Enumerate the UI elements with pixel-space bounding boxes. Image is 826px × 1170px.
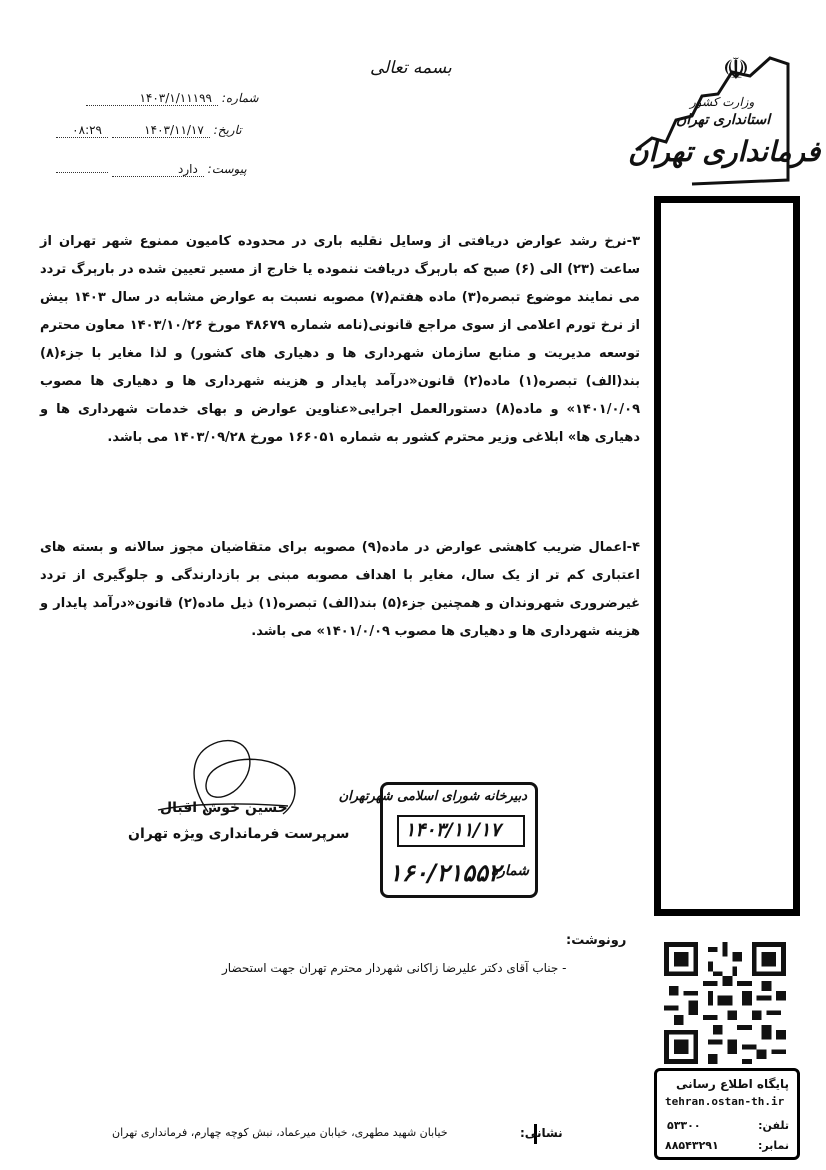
- website-link[interactable]: tehran.ostan-th.ir: [665, 1095, 785, 1108]
- emblem-icon: ☫: [722, 52, 750, 87]
- number-label: شماره:: [221, 91, 259, 105]
- secretariat-stamp: [338, 782, 538, 898]
- contact-info-box: [654, 1068, 800, 1160]
- province-name: استانداری تهران: [676, 112, 771, 128]
- signer-title: سرپرست فرمانداری ویژه تهران: [128, 826, 350, 842]
- portal-label: پایگاه اطلاع رسانی: [675, 1077, 789, 1091]
- attachment-row: [56, 162, 247, 177]
- phone-number: ۵۳۳۰۰: [667, 1119, 701, 1132]
- attachment-value: دارد: [112, 162, 204, 177]
- bismillah-heading: بسمه تعالی: [370, 58, 452, 78]
- fax-label: نمابر:: [757, 1139, 789, 1152]
- ministry-name: وزارت کشور: [690, 95, 755, 109]
- attachment-extra: [56, 172, 108, 173]
- qr-code: [664, 942, 786, 1064]
- stamp-title: دبیرخانه شورای اسلامی شهرتهران: [338, 789, 527, 804]
- side-border-frame: [654, 196, 800, 916]
- phone-label: تلفن:: [758, 1119, 789, 1132]
- fax-number: ۸۸۵۴۳۲۹۱: [665, 1139, 719, 1152]
- date-value: ۱۴۰۳/۱۱/۱۷: [112, 123, 210, 138]
- stamp-number: ۱۶۰/۲۱۵۵۲: [389, 859, 501, 887]
- address-text: خیابان شهید مطهری، خیابان میرعماد، نبش کوچه چهارم، فرمانداری تهران: [112, 1126, 448, 1139]
- attachment-label: پیوست:: [207, 162, 247, 176]
- cc-label: رونوشت:: [566, 933, 627, 948]
- governorate-title: فرمانداری تهران: [628, 135, 821, 168]
- letter-number-row: [86, 91, 259, 106]
- cc-item: - جناب آقای دکتر علیرضا زاکانی شهردار محترم تهران جهت استحضار: [222, 961, 567, 975]
- time-value: ۰۸:۲۹: [56, 123, 108, 138]
- number-value: ۱۴۰۳/۱/۱۱۱۹۹: [86, 91, 218, 106]
- clause-3-paragraph: ۳-نرخ رشد عوارض دریافتی از وسایل نقلیه باری در محدوده کامیون ممنوع شهر تهران از ساعت (۲۳) الی (۶) صبح که بارېرگ دریافت ننموده یا خارج از مسیر تعیین شده در بارېرگ تردد می نمایند موضوع تبصره(۳) ماده هفتم(۷) مصوبه نسبت به عوارض مشابه در سال ۱۴۰۳ بیش از نرخ تورم اعلامی از سوی مراجع قانونی(نامه شماره ۴۸۶۷۹ مورخ ۱۴۰۳/۱۰/۲۶ معاون محترم توسعه مدیریت و منابع سازمان شهرداری ها و دهیاری های کشور) و لذا مغایر با جزء(۸) بند(الف) تبصره(۱) ماده(۲) قانون«درآمد پایدار و هزینه شهرداری ها و دهیاری ها مصوب ۱۴۰۱/۰/۰۹» و ماده(۸) دستورالعمل اجرایی«عناوین عوارض و بهای خدمات شهرداری ها و دهیاری ها» ابلاغی وزیر محترم کشور به شماره ۱۶۶۰۵۱ مورخ ۱۴۰۳/۰۹/۲۸ می باشد.: [40, 234, 641, 445]
- signer-name: حسین خوش اقبال: [160, 800, 288, 816]
- clause-4-paragraph: ۴-اعمال ضریب کاهشی عوارض در ماده(۹) مصوبه برای متقاضیان مجوز سالانه و بسته های اعتباری کم تر از یک سال، مغایر با اهداف مصوبه مبنی بر بازدارندگی و جلوگیری از تردد غیرضروری شهروندان و همچنین جزء(۵) بند(الف) تبصره(۱) ذیل ماده(۲) قانون«درآمد پایدار و هزینه شهرداری ها و دهیاری ها مصوب ۱۴۰۱/۰/۰۹» می باشد.: [40, 540, 641, 639]
- address-label: نشانی:: [520, 1126, 563, 1140]
- letter-date-row: [56, 123, 242, 138]
- date-label: تاریخ:: [213, 123, 242, 137]
- stamp-date: ۱۴۰۳/۱۱/۱۷: [405, 819, 501, 841]
- stamp-number-label: شماره: [490, 863, 529, 879]
